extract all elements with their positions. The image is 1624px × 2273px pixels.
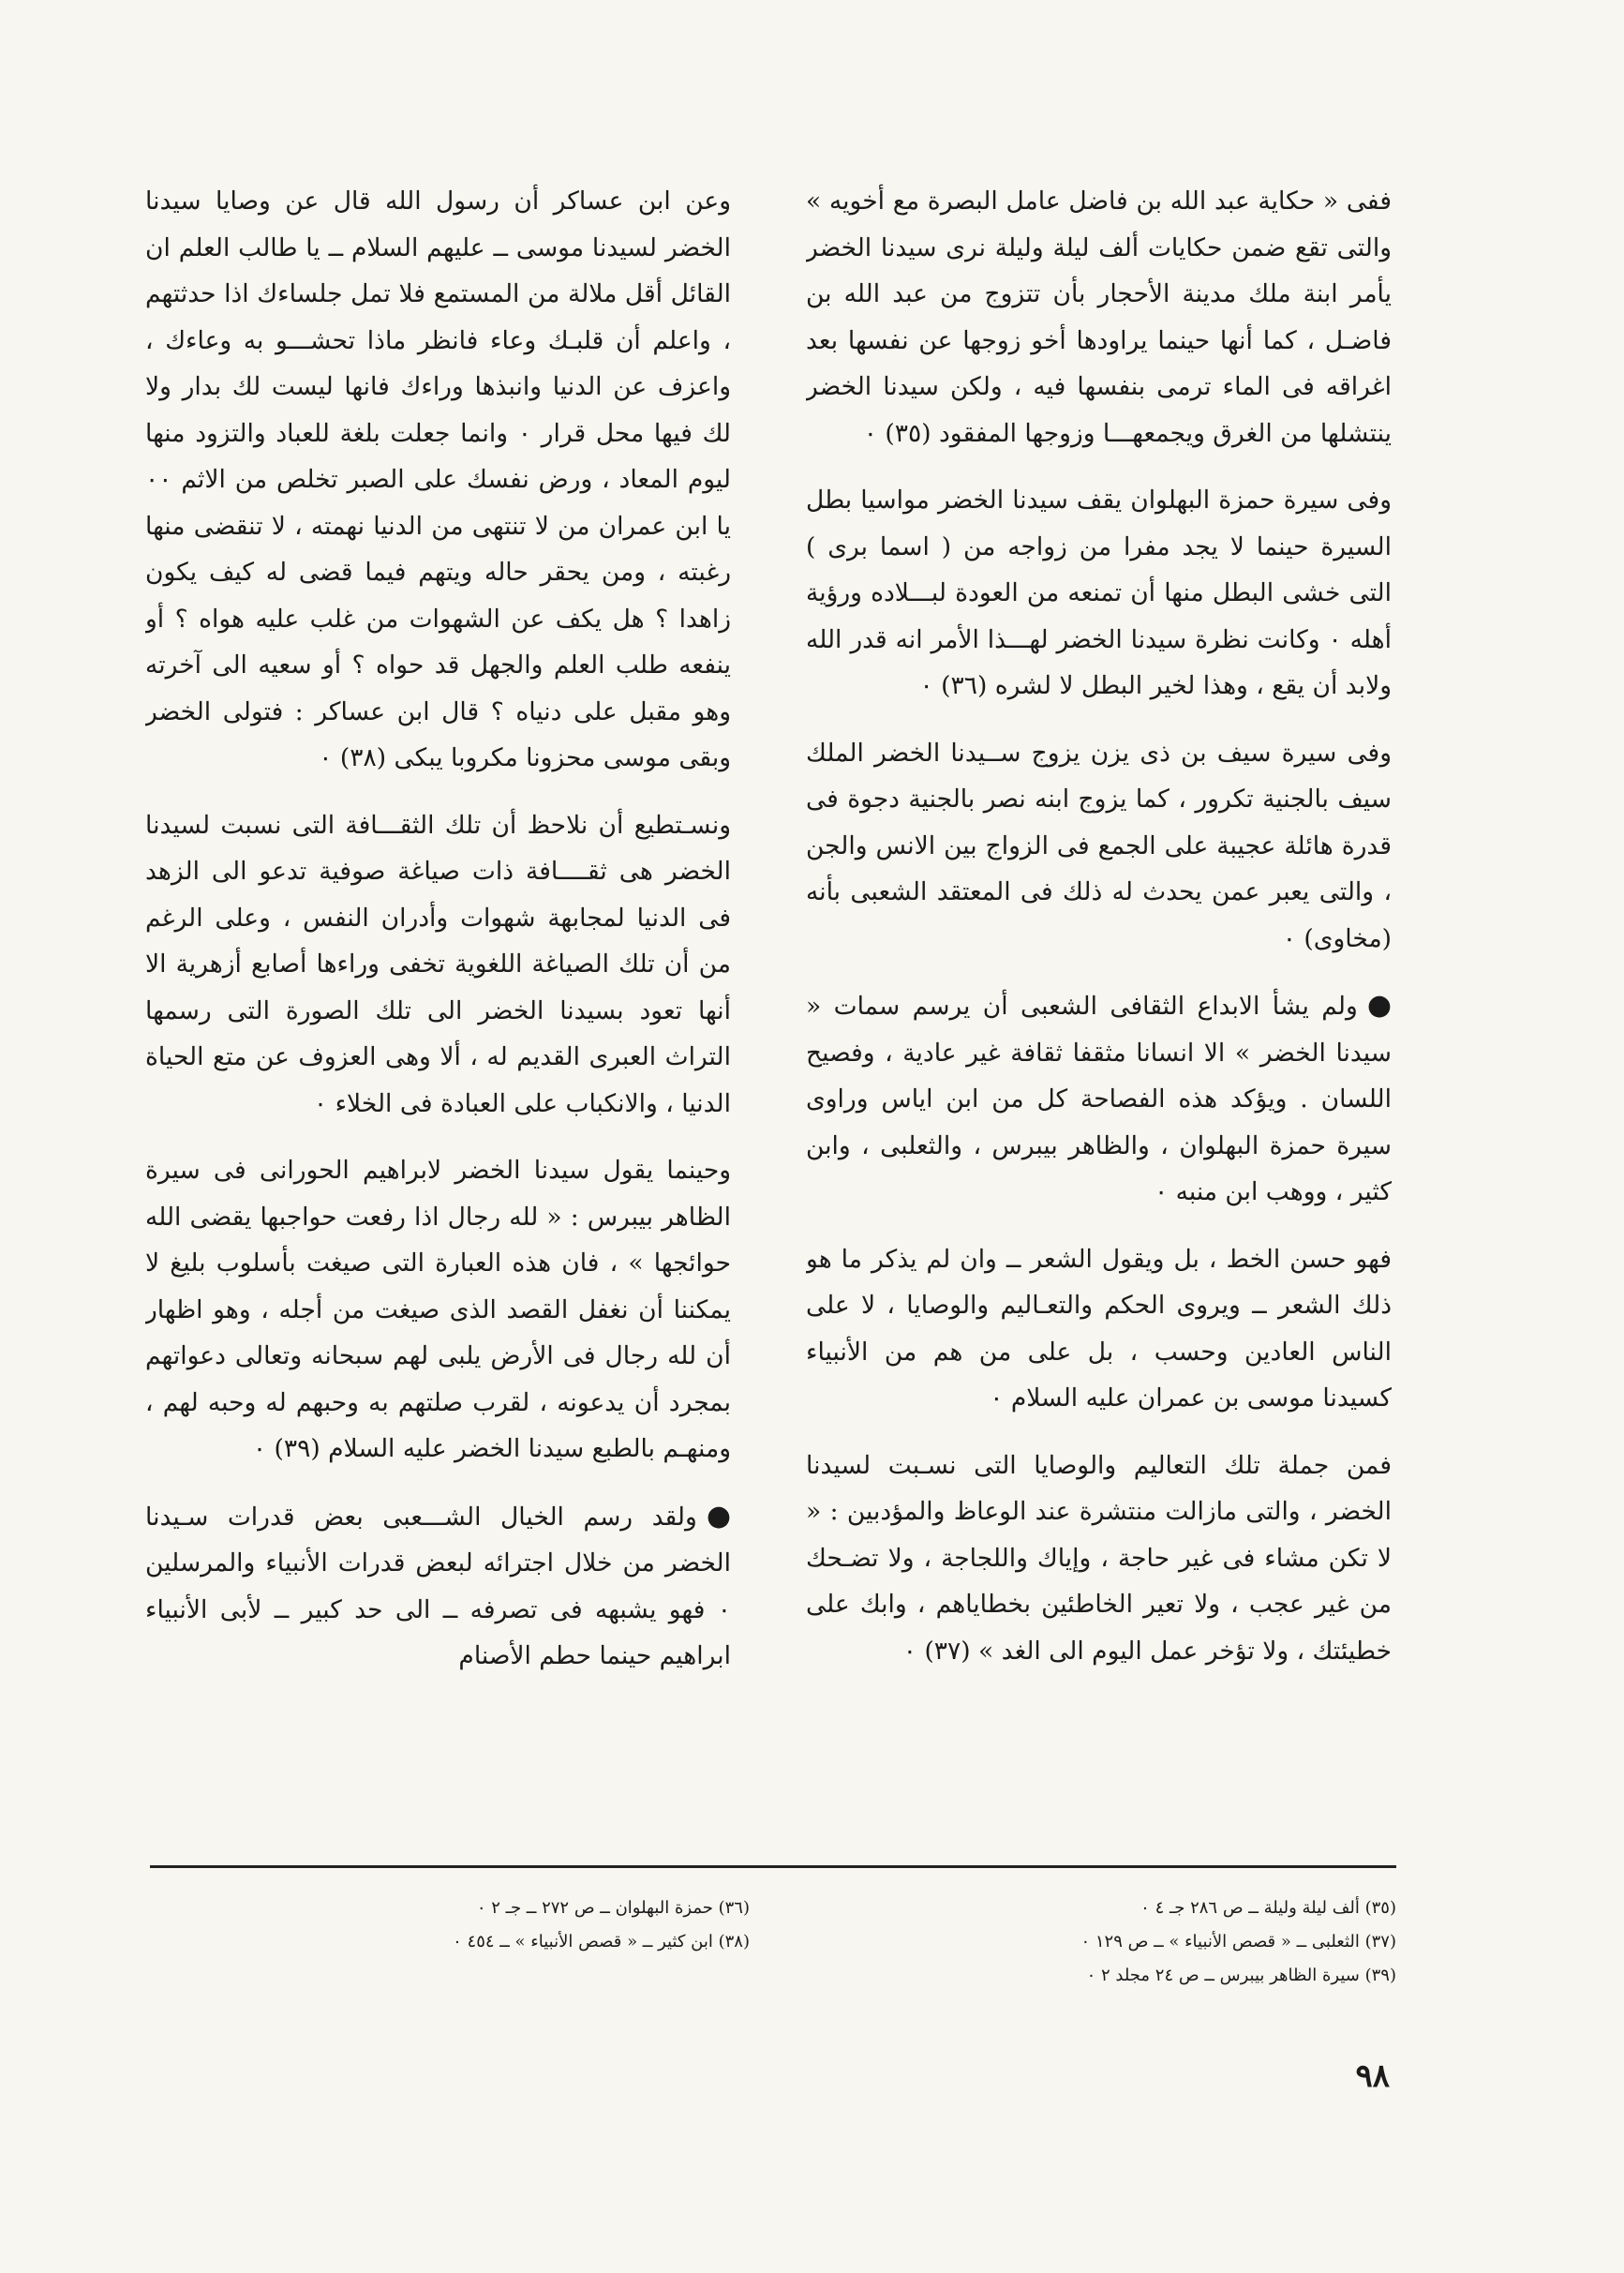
paragraph: وحينما يقول سيدنا الخضر لابراهيم الحورانى فى سيرة الظاهر بيبرس : « لله رجال اذا رفعت حواجبها يقضى الله حوائجها » ، فان هذه العبارة التى صيغت بأسلوب بليغ لا يمكننا أن نغفل القصد الذى صيغت من أجله ، وهو اظهار أن لله رجال فى الأرض يلبى لهم سبحانه وتعالى دعواتهم بمجرد أن يدعونه ، لقرب صلتهم به وحبهم له وحبه لهم ، ومنهـم بالطبع سيدنا الخضر عليه السلام (٣٩) ٠ xyxy=(145,1156,731,1463)
paragraph: ففى « حكاية عبد الله بن فاضل عامل البصرة مع أخويه » والتى تقع ضمن حكايات ألف ليلة وليلة نرى سيدنا الخضر يأمر ابنة ملك مدينة الأحجار بأن تتزوج من عبد الله بن فاضـل ، كما أنها حينما يراودها أخو زوجها عن نفسها بعد اغراقه فى الماء ترمى بنفسها فيه ، ولكن سيدنا الخضر ينتشلها من الغرق ويجمعهـــا وزوجها المفقود (٣٥) ٠ xyxy=(806,187,1392,448)
paragraph: ● ولقد رسم الخيال الشـــعبى بعض قدرات سـيدنا الخضر من خلال اجترائه لبعض قدرات الأنبياء والمرسلين ٠ فهو يشبهه فى تصرفه ــ الى حد كبير ــ لأبى الأنبياء ابراهيم حينما حطم الأصنام xyxy=(145,1493,731,1680)
footnote: (٣٧) الثعلبى ــ « قصص الأنبياء » ــ ص ١٢٩ ٠ xyxy=(1080,1932,1396,1951)
footnote: (٣٨) ابن كثير ــ « قصص الأنبياء » ــ ٤٥٤ ٠ xyxy=(453,1932,750,1951)
paragraph: وفى سيرة سيف بن ذى يزن يزوج ســيدنا الخضر الملك سيف بالجنية تكرور ، كما يزوج ابنه نصر بالجنية دجوة فى قدرة هائلة عجيبة على الجمع فى الزواج بين الانس والجن ، والتى يعبر عمن يحدث له ذلك فى المعتقد الشعبى بأنه (مخاوى) ٠ xyxy=(806,738,1392,953)
paragraph: وفى سيرة حمزة البهلوان يقف سيدنا الخضر مواسيا بطل السيرة حينما لا يجد مفرا من زواجه من ( اسما برى ) التى خشى البطل منها أن تمنعه من العودة لبـــلاده ورؤية أهله ٠ وكانت نظرة سيدنا الخضر لهـــذا الأمر انه قدر الله ولابد أن يقع ، وهذا لخير البطل لا لشره (٣٦) ٠ xyxy=(806,486,1392,700)
paragraph: وعن ابن عساكر أن رسول الله قال عن وصايا سيدنا الخضر لسيدنا موسى ــ عليهم السلام ــ يا طالب العلم ان القائل أقل ملالة من المستمع فلا تمل جلساءك اذا حدثتهم ، واعلم أن قلبـك وعاء فانظر ماذا تحشـــو به وعاءك ، واعزف عن الدنيا وانبذها وراءك فانها ليست لك بدار ولا لك فيها محل قرار ٠ وانما جعلت بلغة للعباد والتزود منها ليوم المعاد ، ورض نفسك على الصبر تخلص من الاثم ٠٠ يا ابن عمران من لا تنتهى من الدنيا نهمته ، لا تنقضى منها رغبته ، ومن يحقر حاله ويتهم فيما قضى له كيف يكون زاهدا ؟ هل يكف عن الشهوات من غلب عليه هواه ؟ أو ينفعه طلب العلم والجهل قد حواه ؟ أو سعيه الى آخرته وهو مقبل على دنياه ؟ قال ابن عساكر : فتولى الخضر وبقى موسى محزونا مكروبا يبكى (٣٨) ٠ xyxy=(145,187,731,772)
paragraph: ● ولم يشأ الابداع الثقافى الشعبى أن يرسم سمات « سيدنا الخضر » الا انسانا مثقفا ثقافة غير عادية ، وفصيح اللسان . ويؤكد هذه الفصاحة كل من ابن اياس وراوى سيرة حمزة البهلوان ، والظاهر بيبرس ، والثعلبى ، وابن كثير ، ووهب ابن منبه ٠ xyxy=(806,982,1392,1216)
right-column xyxy=(806,178,1392,1847)
footnote: (٣٥) ألف ليلة وليلة ــ ص ٢٨٦ جـ ٤ ٠ xyxy=(1140,1898,1396,1918)
body-columns xyxy=(145,178,1392,1847)
paragraph: ونسـتطيع أن نلاحظ أن تلك الثقـــافة التى نسبت لسيدنا الخضر هى ثقــــافة ذات صياغة صوفية تدعو الى الزهد فى الدنيا لمجابهة شهوات وأدران النفس ، وعلى الرغم من أن تلك الصياغة اللغوية تخفى وراءها أصابع أزهرية الا أنها تعود بسيدنا الخضر الى تلك الصورة التى رسمها التراث العبرى القديم له ، ألا وهى العزوف عن متع الحياة الدنيا ، والانكباب على العبادة فى الخلاء ٠ xyxy=(145,810,731,1118)
left-column xyxy=(145,178,731,1847)
footnotes xyxy=(150,1892,1396,1993)
footnote-divider xyxy=(150,1865,1396,1868)
paragraph: فمن جملة تلك التعاليم والوصايا التى نسـبت لسيدنا الخضر ، والتى مازالت منتشرة عند الوعاظ والمؤدبين : « لا تكن مشاء فى غير حاجة ، وإياك واللجاجة ، ولا تضـحك من غير عجب ، ولا تعير الخاطئين بخطاياهم ، وابك على خطيئتك ، ولا تؤخر عمل اليوم الى الغد » (٣٧) ٠ xyxy=(806,1450,1392,1666)
paragraph: فهو حسن الخط ، بل ويقول الشعر ــ وان لم يذكر ما هو ذلك الشعر ــ ويروى الحكم والتعـاليم والوصايا ، لا على الناس العادين وحسب ، بل على من هم من الأنبياء كسيدنا موسى بن عمران عليه السلام ٠ xyxy=(806,1244,1392,1413)
footnote: (٣٩) سيرة الظاهر بيبرس ــ ص ٢٤ مجلد ٢ ٠ xyxy=(1086,1966,1396,1985)
page-number: ٩٨ xyxy=(1355,2057,1390,2095)
footnotes-left-column xyxy=(150,1892,750,1993)
footnotes-right-column xyxy=(797,1892,1396,1993)
footnote: (٣٦) حمزة البهلوان ــ ص ٢٧٢ ــ جـ ٢ ٠ xyxy=(476,1898,750,1918)
